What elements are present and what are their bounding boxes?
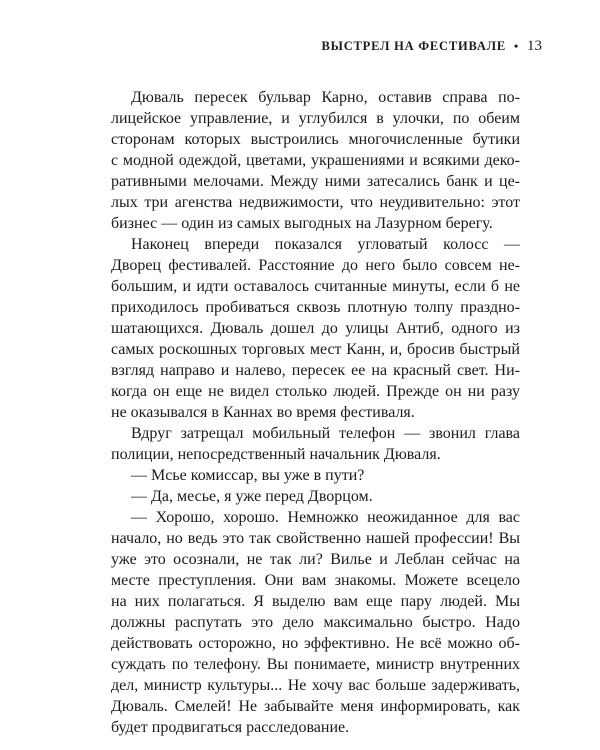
- running-head: [321, 38, 542, 55]
- text-line: суждать по телефону. Вы понимаете, министр внутренних: [111, 656, 520, 673]
- running-head-separator: •: [513, 39, 519, 53]
- text-line: не оказывался в Каннах во время фестиваля.: [111, 404, 415, 421]
- text-line: будет продвигаться расследование.: [111, 719, 350, 736]
- text-line: должны распутать это дело максимально быстро. Надо: [111, 614, 520, 631]
- text-line: лых три агенства недвижимости, что неудивительно: этот: [111, 194, 520, 211]
- running-head-title: ВЫСТРЕЛ НА ФЕСТИВАЛЕ: [321, 39, 506, 53]
- text-line: Дворец фестивалей. Расстояние до него было совсем не-: [111, 257, 520, 274]
- paragraph: [111, 234, 520, 423]
- paragraph: [111, 423, 520, 465]
- text-line: самых роскошных торговых мест Канн, и, бросив быстрый: [111, 341, 520, 358]
- text-line: бизнес — один из самых выгодных на Лазурном берегу.: [111, 215, 493, 232]
- text-line: Вдруг затрещал мобильный телефон — звонил глава: [131, 425, 520, 442]
- text-line: дел, министр культуры... Не хочу вас больше задерживать,: [111, 677, 520, 694]
- text-line: — Да, месье, я уже перед Дворцом.: [131, 488, 373, 505]
- text-line: с модной одеждой, цветами, украшениями и всякими деко-: [111, 152, 520, 169]
- paragraph: [111, 87, 520, 234]
- text-line: полиции, непосредственный начальник Дюваля.: [111, 446, 441, 463]
- text-line: ративными мелочами. Между ними затесались банк и це-: [111, 173, 520, 190]
- text-line: сторонам которых выстроились многочисленные бутики: [111, 131, 520, 148]
- text-line: — Хорошо, хорошо. Немножко неожиданное для вас: [131, 509, 520, 526]
- text-line: взгляд направо и налево, пересек ее на красный свет. Ни-: [111, 362, 520, 379]
- text-line: лицейское управление, и углубился в улочки, по обеим: [111, 110, 520, 127]
- text-line: шатающихся. Дюваль дошел до улицы Антиб, одного из: [111, 320, 520, 337]
- paragraph: [111, 486, 520, 507]
- text-line: большим, и идти оставалось считанные минуты, если б не: [111, 278, 520, 295]
- text-line: действовать осторожно, но эффективно. Не всё можно об-: [111, 635, 520, 652]
- body-text: [111, 87, 520, 738]
- text-line: начало, но ведь это так свойственно нашей профессии! Вы: [111, 530, 520, 547]
- text-line: на них полагаться. Я выделю вам еще пару людей. Мы: [111, 593, 520, 610]
- text-line: уже это осознали, не так ли? Вилье и Леблан сейчас на: [111, 551, 520, 568]
- text-line: — Мсье комиссар, вы уже в пути?: [131, 467, 365, 484]
- text-line: Дюваль пересек бульвар Карно, оставив справа по-: [131, 89, 520, 106]
- paragraph: [111, 465, 520, 486]
- text-line: приходилось пробиваться сквозь плотную толпу праздно-: [111, 299, 520, 316]
- page-number: 13: [527, 38, 542, 54]
- paragraph: [111, 507, 520, 738]
- text-line: месте преступления. Они вам знакомы. Можете всецело: [111, 572, 520, 589]
- text-line: Наконец впереди показался угловатый колосс —: [131, 236, 520, 253]
- text-line: Дюваль. Смелей! Не забывайте меня информировать, как: [111, 698, 520, 715]
- text-line: когда он еще не видел столько людей. Прежде он ни разу: [111, 383, 520, 400]
